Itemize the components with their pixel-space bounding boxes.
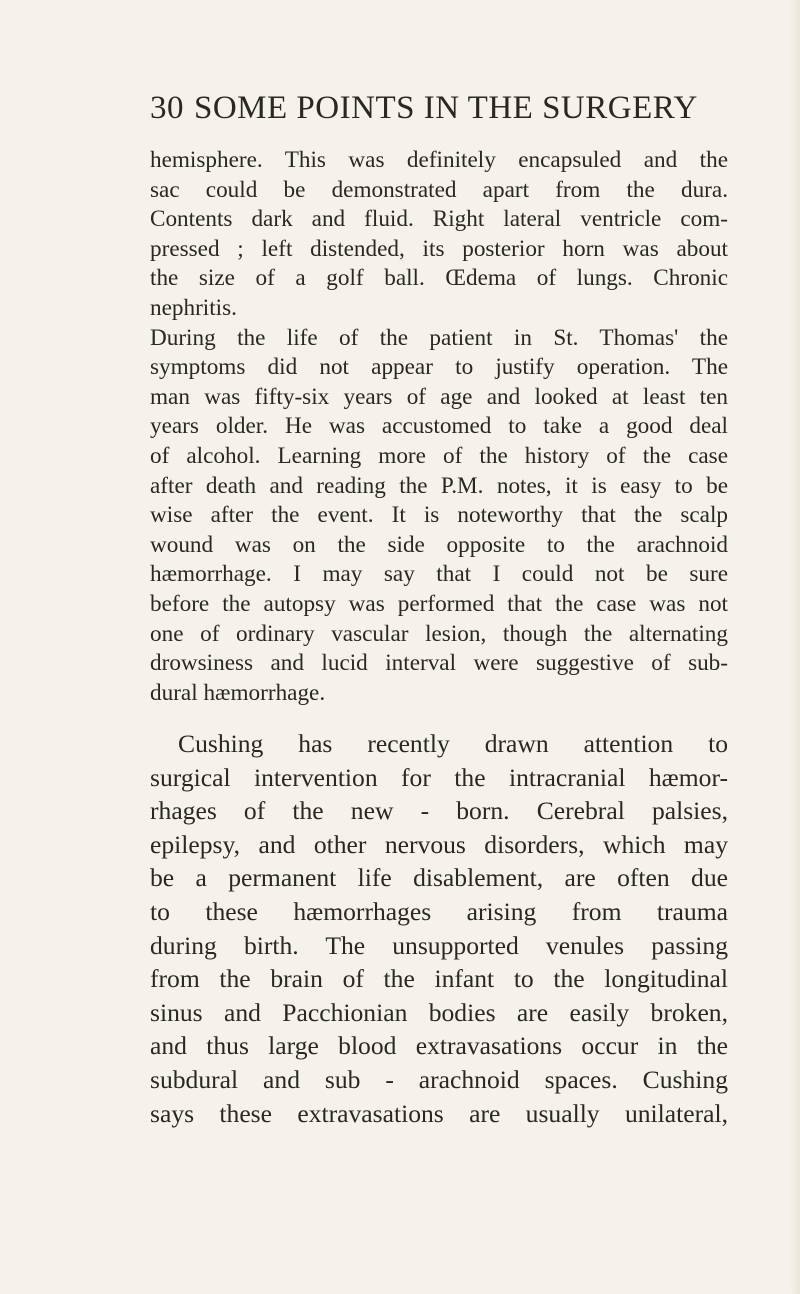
text-line: pressed ; left distended, its posterior horn was about [150, 235, 728, 262]
text-line: during birth. The unsupported venules passing [150, 930, 728, 960]
text-line: of alcohol. Learning more of the history of the case [150, 442, 728, 469]
text-line: and thus large blood extravasations occur in the [150, 1031, 728, 1061]
page-edge-shadow [790, 0, 800, 1294]
text-line: to these hæmorrhages arising from trauma [150, 896, 728, 926]
text-line: surgical intervention for the intracranial hæmor- [150, 762, 728, 792]
text-line: years older. He was accustomed to take a good deal [150, 413, 728, 440]
text-line: says these extravasations are usually unilateral, [150, 1098, 728, 1128]
text-line: sac could be demonstrated apart from the dura. [150, 176, 728, 203]
text-line: subdural and sub - arachnoid spaces. Cushing [150, 1064, 728, 1094]
text-line: be a permanent life disablement, are often due [150, 863, 728, 893]
text-line: epilepsy, and other nervous disorders, which may [150, 829, 728, 859]
text-line: Contents dark and fluid. Right lateral ventricle com- [150, 206, 728, 233]
text-line: hæmorrhage. I may say that I could not be sure [150, 561, 728, 588]
text-line: dural hæmorrhage. [150, 679, 326, 706]
body-text-large [150, 727, 728, 1130]
text-line: man was fifty-six years of age and looked at least ten [150, 383, 728, 410]
text-line: nephritis. [150, 294, 237, 321]
text-line: one of ordinary vascular lesion, though the alternating [150, 620, 728, 647]
text-line: from the brain of the infant to the longitudinal [150, 964, 728, 994]
text-line: wise after the event. It is noteworthy that the scalp [150, 502, 728, 529]
text-line: wound was on the side opposite to the arachnoid [150, 531, 728, 558]
page-number: 30 [150, 90, 184, 126]
text-line: before the autopsy was performed that the case was not [150, 590, 728, 617]
text-line: symptoms did not appear to justify operation. The [150, 354, 728, 381]
text-line: rhages of the new - born. Cerebral palsies, [150, 796, 728, 826]
text-line: after death and reading the P.M. notes, it is easy to be [150, 472, 728, 499]
text-line: the size of a golf ball. Œdema of lungs. Chronic [150, 265, 728, 292]
body-text-small [150, 146, 728, 708]
text-line: sinus and Pacchionian bodies are easily broken, [150, 997, 728, 1027]
text-line: hemisphere. This was definitely encapsuled and the [150, 147, 728, 173]
running-header [150, 88, 710, 128]
text-line: Cushing has recently drawn attention to [178, 729, 728, 758]
text-line: During the life of the patient in St. Thomas' the [150, 324, 728, 351]
text-line: drowsiness and lucid interval were suggestive of sub- [150, 650, 728, 677]
running-title: SOME POINTS IN THE SURGERY [194, 90, 698, 126]
